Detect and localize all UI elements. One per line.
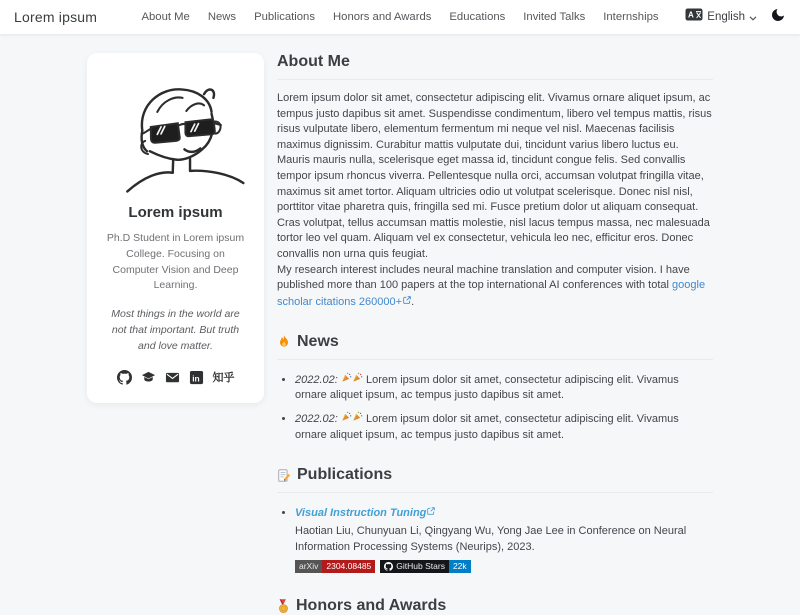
profile-bio: Ph.D Student in Lorem ipsum College. Focusing on Computer Vision and Deep Learning. (106, 232, 245, 292)
publications-list (277, 505, 713, 573)
memo-icon (277, 468, 291, 483)
news-date: 2022.02: (295, 413, 338, 426)
svg-text:A: A (688, 10, 695, 20)
avatar (99, 67, 252, 198)
honors-heading (277, 597, 713, 615)
nav-educations[interactable]: Educations (449, 11, 506, 23)
email-icon[interactable] (165, 370, 180, 385)
about-paragraph (277, 91, 713, 311)
external-link-icon (427, 505, 435, 521)
zhihu-link[interactable]: 知乎 (212, 372, 235, 385)
badge-label: arXiv (295, 560, 322, 573)
party-popper-icon (341, 413, 352, 425)
publications-title-text: Publications (297, 466, 393, 484)
profile-name: Lorem ipsum (128, 204, 223, 221)
publication-item (295, 505, 713, 573)
badge-value: 2304.08485 (322, 560, 375, 573)
sidebar (87, 53, 264, 615)
nav-internships[interactable]: Internships (603, 11, 659, 23)
publications-heading (277, 466, 713, 484)
translate-icon (685, 8, 703, 26)
divider (277, 492, 713, 493)
section-honors (277, 597, 713, 615)
external-link-icon (403, 294, 411, 310)
dark-mode-toggle[interactable] (770, 7, 786, 28)
github-stars-badge[interactable] (380, 560, 470, 573)
news-text: Lorem ipsum dolor sit amet, consectetur adipiscing elit. Vivamus ornare aliquet ipsum, ac tempus justo dapibus sit amet. (295, 373, 679, 402)
section-about (277, 53, 713, 311)
news-title-text: News (297, 332, 339, 350)
header-controls (685, 7, 786, 28)
profile-card (87, 53, 264, 403)
research-note (277, 263, 713, 311)
news-heading (277, 333, 713, 351)
badge-label-text: GitHub Stars (396, 561, 445, 572)
divider (277, 359, 713, 360)
news-list (277, 372, 713, 445)
section-news (277, 333, 713, 445)
nav-invited-talks[interactable]: Invited Talks (523, 11, 586, 23)
google-scholar-citations-link[interactable]: google scholar citations 260000+ (277, 279, 706, 308)
page-body (0, 34, 800, 615)
party-popper-icon (352, 413, 363, 425)
moon-icon (770, 7, 786, 28)
google-scholar-icon[interactable] (141, 370, 156, 385)
about-body-text: Lorem ipsum dolor sit amet, consectetur adipiscing elit. Vivamus ornare aliquet ipsum, ac tempus justo dapibus sit amet. Suspendisse condimentum, libero vel tempus mattis, risus risus vulputate libero, elementum fermentum mi neque vel nisl. Maecenas facilisis maximus dignissim. Curabitur mattis vulputate dui, tincidunt varius libero luctus eu. Mauris mauris nulla, scelerisque eget massa id, tincidunt congue felis. Sed convallis tempor ipsum rhoncus viverra. Pellentesque nulla orci, accumsan volutpat fringilla vitae, maximus sit amet tortor. Aliquam ultricies odio ut volutpat scelerisque. Donec nisl nisl, porttitor vitae pharetra quis, fringilla sed mi. Fusce pretium dolor ut aliquam consequat. Cras volutpat, tellus accumsan mattis molestie, nisl lacus tempus massa, nec malesuada tortor leo vel quam. Aliquam vel ex consectetur, vehicula leo nec, efficitur eros. Donec convallis non urna quis feugiat. (277, 92, 712, 261)
top-navigation-bar (0, 0, 800, 34)
arxiv-badge[interactable] (295, 560, 375, 573)
research-note-text: My research interest includes neural machine translation and computer vision. I have published more than 100 papers at the top international AI conferences with total (277, 263, 690, 292)
nav-publications[interactable]: Publications (254, 11, 315, 23)
publication-badges (295, 560, 713, 573)
main-nav (141, 11, 658, 23)
chevron-down-icon (749, 8, 757, 26)
about-title-text: About Me (277, 53, 350, 70)
about-heading (277, 53, 713, 71)
news-date: 2022.02: (295, 373, 338, 386)
fire-icon (277, 334, 291, 349)
site-logo[interactable]: Lorem ipsum (14, 9, 98, 25)
honors-title-text: Honors and Awards (296, 597, 447, 615)
linkedin-icon[interactable] (189, 370, 204, 385)
party-popper-icon (352, 374, 363, 386)
news-item (295, 411, 713, 444)
party-popper-icon (341, 374, 352, 386)
nav-honors-and-awards[interactable]: Honors and Awards (333, 11, 432, 23)
profile-motto: Most things in the world are not that important. But truth and love matter. (111, 308, 240, 352)
section-publications (277, 466, 713, 573)
sentence-period: . (411, 295, 415, 308)
language-label: English (707, 11, 745, 23)
news-text: Lorem ipsum dolor sit amet, consectetur adipiscing elit. Vivamus ornare aliquet ipsum, ac tempus justo dapibus sit amet. (295, 413, 679, 442)
medal-icon (277, 599, 290, 614)
news-item (295, 372, 713, 405)
github-icon[interactable] (117, 370, 132, 385)
badge-value: 22k (449, 560, 471, 573)
publication-authors: Haotian Liu, Chunyuan Li, Qingyang Wu, Yong Jae Lee in Conference on Neural Information Processing Systems (Neurips), 2023. (295, 525, 687, 554)
badge-label (380, 560, 449, 573)
main-content (277, 53, 713, 615)
nav-about-me[interactable]: About Me (141, 11, 190, 23)
language-selector[interactable] (685, 8, 757, 26)
divider (277, 79, 713, 80)
social-links (99, 369, 252, 385)
svg-text:in: in (191, 373, 200, 383)
nav-news[interactable]: News (207, 11, 237, 23)
github-icon (384, 562, 393, 571)
publication-title-link[interactable]: Visual Instruction Tuning (295, 507, 427, 520)
